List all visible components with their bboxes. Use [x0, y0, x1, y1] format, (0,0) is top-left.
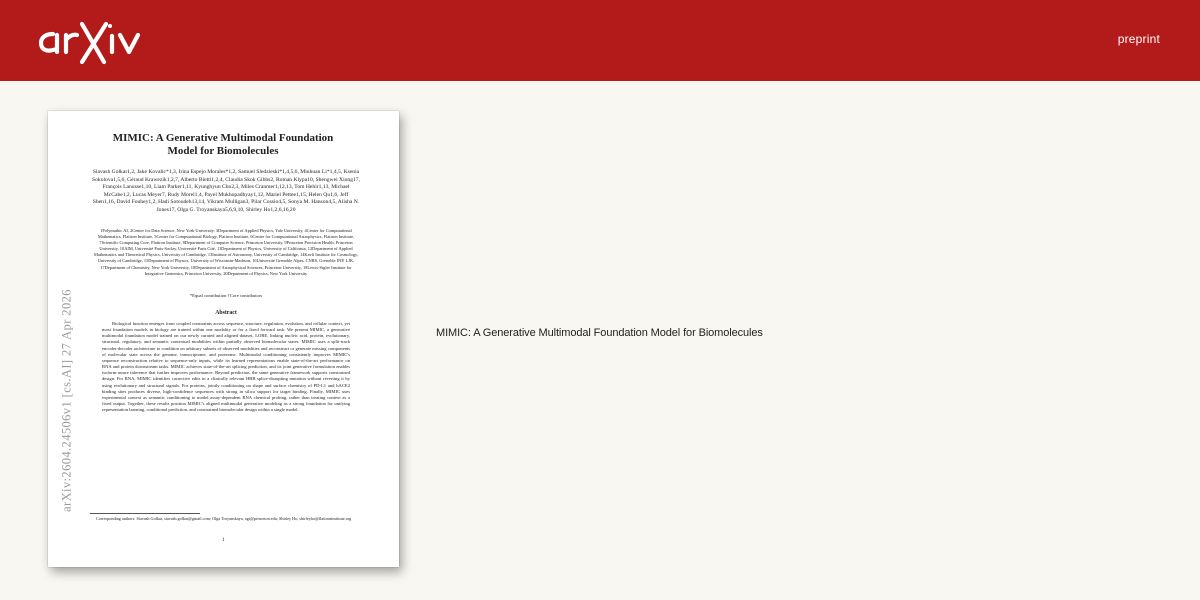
abstract-heading: Abstract [215, 310, 237, 316]
arxiv-side-stamp: arXiv:2604.24506v1 [cs.AI] 27 Apr 2026 [59, 289, 74, 512]
corresponding-authors-footnote: Corresponding authors: Siavash Golkar, siavash.golkar@gmail.com; Olga Troyanskaya, ogt@princeton.edu; Shirley Ho, shirleyho@flatironinstitute.org [96, 516, 352, 521]
affiliations: 1Polymathic AI, 2Center for Data Science, New York University, 3Department of Applied Physics, Yale University, 4Center for Computational Mathematics, Flatiron Institute, 5Center for Computational Biology, Flatiron Institute, 6Center for Computational Astrophysics, Flatiron Institute, 7Scientific Computing Core, Flatiron Institute, 8Department of Computer Science, Princeton University, 9Princeton Precision Health, Princeton University, 10AIM, Université Paris-Saclay, Université Paris Cité, 11Department of Physics, University of California, 12Department of Applied Mathematics and Theoretical Physics, University of Cambridge, 13Institute of Astronomy, University of Cambridge, 14Kavli Institute for Cosmology, University of Cambridge, 15Department of Physics, University of Wisconsin-Madison, 16Université Grenoble Alpes, CNRS, Grenoble INP, LJK, 17Department of Chemistry, New York University, 18Department of Astrophysical Sciences, Princeton University, 19Lewis-Sigler Institute for Integrative Genomics, Princeton University, 20Department of Physics, New York University [93, 228, 359, 276]
paper-title: MIMIC: A Generative Multimodal Foundation Model for Biomolecules [112, 132, 334, 157]
preprint-label: preprint [1117, 32, 1160, 46]
page-number: 1 [222, 538, 225, 543]
arxiv-logo[interactable] [38, 14, 150, 66]
site-header [0, 0, 1200, 81]
abstract-text: Biological function emerges from coupled constraints across sequence, structure, regulation, evolution, and cellular context, yet most foundation models in biology are trained within one modality or for a fixed forward task. We present MIMIC, a generative multimodal foundation model trained on our newly curated and aligned dataset, LORE, linking nucleic acid, protein, evolutionary, structural, regulatory, and semantic contextual modalities within partially observed biomolecular states. MIMIC uses a split-track encoder-decoder architecture to condition on arbitrary subsets of observed modalities and reconstruct or generate missing components of molecular state across the genome, transcriptome, and proteome. Multimodal conditioning consistently improves MIMIC's sequence reconstruction relative to sequence-only inputs, while its learned representations enable state-of-the-art performance on RNA and protein downstream tasks. MIMIC achieves state-of-the-art splicing prediction, and its joint generative formulation enables isoform-aware inference that further improves performance. Beyond prediction, the same generative framework supports constrained design. For RNA, MIMIC identifies corrective edits in a clinically relevant HBB splice-disrupting mutation without reverting it by using evolutionary and structural signals. For proteins, jointly conditioning on shape and surface chemistry of PD-L1 and hACE2 binding sites produces diverse, high-confidence sequences with strong in silico support for target binding. Finally, MIMIC uses experimental context as semantic conditioning to model assay-dependent RNA chemical probing, rather than treating context as a fixed output. Together, these results position MIMIC's aligned multimodal generative modeling as a strong foundation for unifying representation learning, conditional prediction, and constrained biomolecular design within a single model. [102, 321, 350, 413]
contribution-note: *Equal contribution †Core contributors [189, 293, 263, 298]
author-list: Siavash Golkar1,2, Jake Kovalic*1,3, Irina Espejo Morales*1,2, Samuel Sledzieski*1,4,5,6, Minhuan Li*1,4,5, Ksenia Sokolova1,5,6, Géraud Krawezik1,2,7, Alberto Bietti1,2,4, Claudia Skok Gibbs2, Roman Klypa10, Shengwei Xiong17, François Lanusse1,10, Liam Parker1,11, Kyunghyun Cho2,3, Miles Cranmer1,12,13, Tom Hehir1,13, Michael McCabe1,2, Lucas Meyer7, Rudy Morel1,4, Payel Mukhopadhyay1,12, Mariel Pettee1,15, Helen Qu1,6, Jeff Shen1,16, David Fouhey1,2, Hadi Sotoudeh13,14, Vikram Mulligan3, Pilar Cossio4,5, Sonya M. Hanson4,5, Alisha N. Jones17, Olga G. Troyanskaya5,6,9,10, Shirley Ho1,2,6,16,20 [92, 169, 361, 213]
footnote-rule [90, 513, 200, 514]
paper-first-page[interactable] [48, 111, 399, 567]
paper-caption-title[interactable]: MIMIC: A Generative Multimodal Foundation Model for Biomolecules [436, 327, 763, 339]
